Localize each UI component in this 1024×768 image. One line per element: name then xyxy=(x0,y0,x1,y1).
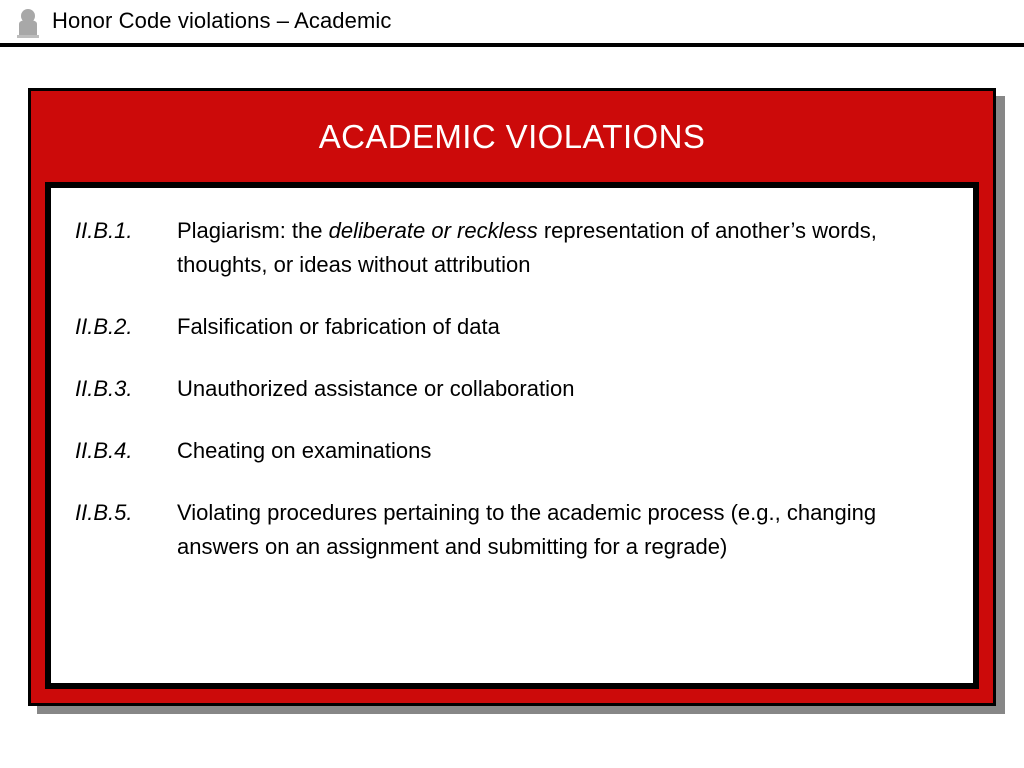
violation-description xyxy=(177,310,953,344)
violation-text-pre: Plagiarism: the xyxy=(177,218,329,243)
card-title: ACADEMIC VIOLATIONS xyxy=(318,117,706,155)
violation-label: II.B.3. xyxy=(75,376,133,401)
violation-label: II.B.2. xyxy=(75,314,133,339)
violation-text-pre: Unauthorized assistance or collaboration xyxy=(177,376,575,401)
violation-item xyxy=(75,496,953,564)
academic-violations-card xyxy=(28,88,996,706)
violation-text-pre: Cheating on examinations xyxy=(177,438,432,463)
violation-description xyxy=(177,372,953,406)
violation-text-post: representation of another’s words, thoughts, or ideas without attribution xyxy=(177,218,877,277)
violation-description xyxy=(177,496,953,564)
violation-label: II.B.1. xyxy=(75,218,133,243)
violation-item xyxy=(75,214,953,282)
violation-text-emphasis: deliberate or reckless xyxy=(328,218,538,243)
violation-label: II.B.4. xyxy=(75,438,133,463)
violation-description xyxy=(177,214,953,282)
header-divider xyxy=(0,43,1024,47)
violation-text-pre: Falsification or fabrication of data xyxy=(177,314,500,339)
violation-item xyxy=(75,310,953,344)
page-title: Honor Code violations – Academic xyxy=(52,8,392,33)
violation-text-pre: Violating procedures pertaining to the academic process (e.g., changing answers on an assignment and submitting for a regrade) xyxy=(177,500,877,559)
violations-list-panel xyxy=(45,182,979,689)
violation-description xyxy=(177,434,953,468)
violation-label: II.B.5. xyxy=(75,500,133,525)
violation-item xyxy=(75,372,953,406)
slide-header xyxy=(0,0,1024,45)
person-bust-icon xyxy=(14,8,42,38)
violation-item xyxy=(75,434,953,468)
card-title-band xyxy=(31,91,993,182)
